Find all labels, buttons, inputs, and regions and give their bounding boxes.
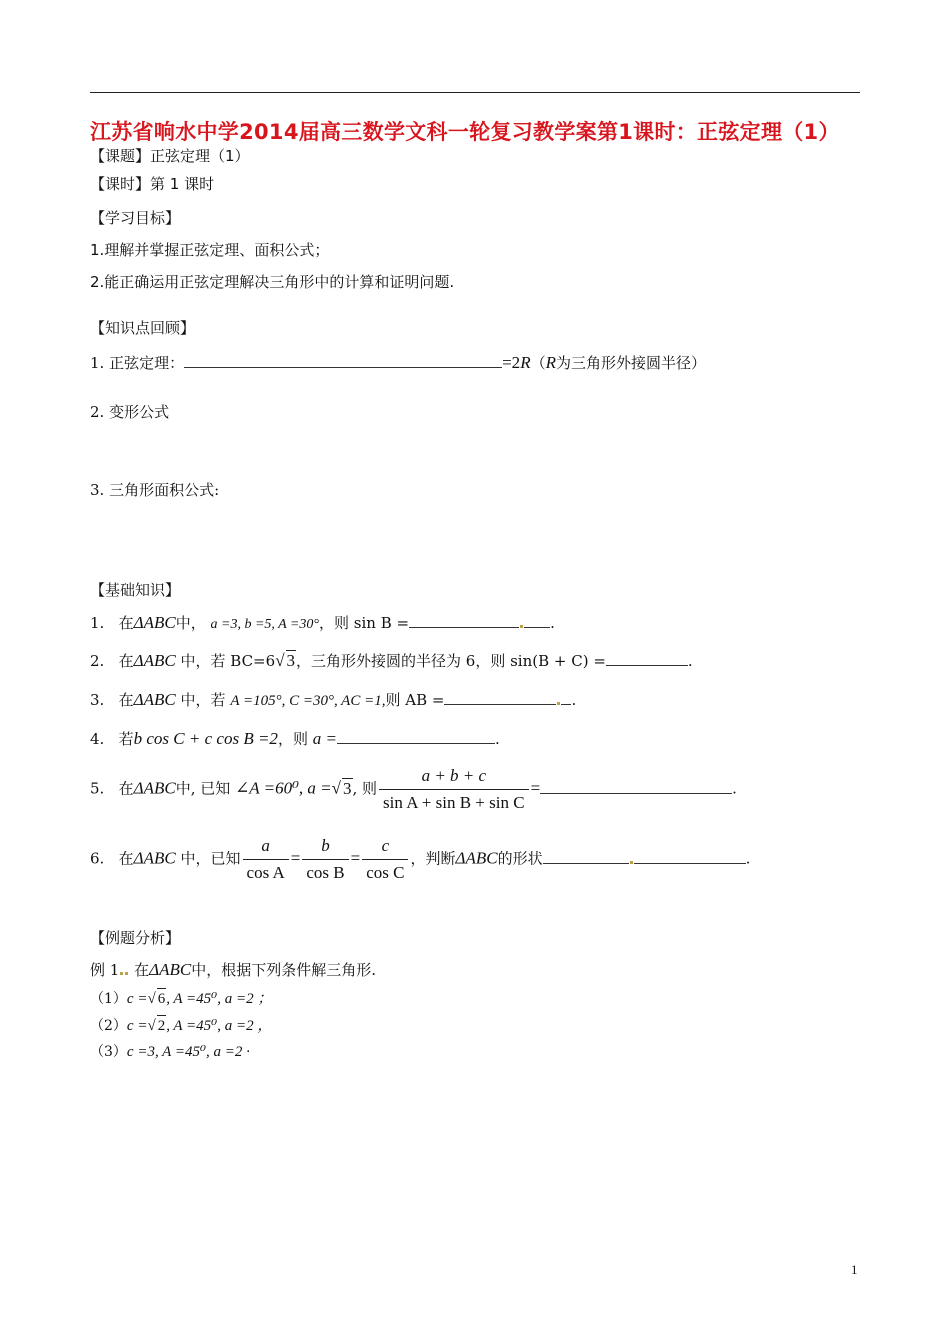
question-text: 中，若 BC=6 — [180, 652, 276, 670]
radicand: 6 — [157, 988, 167, 1009]
page-number: 1 — [851, 1262, 858, 1277]
question-number: 6. — [90, 849, 105, 868]
triangle-symbol: ΔABC — [133, 690, 176, 709]
answer-blank[interactable] — [634, 848, 746, 864]
question-text: 在 — [118, 652, 134, 670]
fraction — [243, 836, 289, 883]
fraction-denominator: cos B — [306, 863, 345, 882]
marker-dot — [630, 861, 633, 864]
example-text: 中，根据下列条件解三角形. — [191, 961, 376, 979]
fraction — [302, 836, 348, 883]
fraction — [379, 766, 529, 813]
answer-blank[interactable] — [444, 689, 556, 705]
marker-dot — [520, 625, 523, 628]
period-value: 第 1 课时 — [150, 175, 215, 193]
fraction-numerator: a + b + c — [379, 766, 529, 790]
basics-q4 — [90, 728, 500, 749]
question-text: ，判断 — [410, 849, 456, 868]
question-text: 在 — [118, 691, 134, 709]
case-condition: c =3, A =45⁰, a =2 · — [126, 1044, 250, 1060]
triangle-symbol: ΔABC — [149, 960, 192, 979]
question-text: 中，已知 — [180, 849, 241, 868]
triangle-symbol: ΔABC — [133, 778, 176, 798]
marker-dot — [120, 972, 123, 975]
goal-item: 1.理解并掌握正弦定理、面积公式； — [90, 241, 330, 259]
goal-item: 2.能正确运用正弦定理解决三角形中的计算和证明问题. — [90, 273, 455, 291]
case-condition: c = — [126, 991, 148, 1007]
review-item-sine-law — [90, 352, 706, 373]
fraction-denominator: sin A + sin B + sin C — [383, 793, 525, 812]
period-label: 【课时】 — [90, 175, 151, 193]
case-condition: , A =45⁰, a =2 ， — [166, 1018, 273, 1034]
case-condition: , A =45⁰, a =2 ； — [166, 991, 273, 1007]
review-item-variants: 2. 变形公式 — [90, 403, 170, 421]
triangle-symbol: ΔABC — [133, 613, 176, 632]
example-text: 在 — [134, 961, 150, 979]
question-number: 4. — [90, 730, 105, 748]
question-variable: a = — [312, 729, 337, 748]
period-mark: . — [732, 779, 737, 798]
answer-blank[interactable] — [561, 689, 571, 705]
question-text: 则 AB = — [385, 691, 445, 709]
basics-q2: 2. 在ΔABC 中，若 BC=6√ 3，三角形外接圆的半径为 6，则 sin(B + C) = . — [90, 651, 693, 670]
example-intro — [90, 960, 376, 980]
radicand: 3 — [343, 778, 352, 798]
marker-dot — [557, 702, 560, 705]
fraction-numerator: c — [362, 836, 408, 860]
note-open: （ — [530, 354, 546, 372]
example-case: （2）c =√ 2, A =45⁰, a =2 ， — [90, 1015, 272, 1036]
radicand: 2 — [157, 1015, 167, 1036]
question-text: 在 — [118, 614, 134, 632]
question-text: 中， — [175, 614, 206, 632]
question-text: 在 — [118, 779, 134, 798]
equals-sign: = — [530, 778, 541, 798]
fraction-numerator: a — [243, 836, 289, 860]
header-rule — [90, 92, 860, 93]
answer-blank[interactable] — [606, 650, 688, 666]
question-number: 3. — [90, 691, 105, 709]
question-condition: ∠A =60⁰, a = — [235, 778, 332, 798]
fraction-denominator: cos A — [246, 863, 285, 882]
example-case: （1）c =√ 6, A =45⁰, a =2 ； — [90, 988, 272, 1009]
question-text: ，三角形外接圆的半径为 6，则 sin(B + C) = — [296, 652, 606, 670]
question-expression: b cos C + c cos B =2 — [133, 729, 278, 748]
case-condition: c = — [126, 1018, 148, 1034]
radius-symbol: R — [520, 353, 531, 372]
topic-line — [90, 146, 250, 166]
basics-q6: 6. 在ΔABC 中，已知 $\frac{a}{\text{cos A}}$ = $\frac{b}{\text{cos B}}$ = $\frac{c}{\text{cos C}}$ ，判断ΔABC的形状 . — [90, 836, 751, 882]
fraction-denominator: cos C — [366, 863, 405, 882]
question-number: 2. — [90, 652, 105, 670]
question-number: 5. — [90, 779, 105, 798]
question-text: 在 — [118, 849, 134, 868]
answer-blank[interactable] — [524, 612, 550, 628]
fraction-numerator: b — [302, 836, 348, 860]
basics-q5: 5. 在ΔABC中, 已知 ∠A =60⁰, a =√ 3, 则 $\frac{a + b + c}{\text{sin A + sin B + sin C}}$ = . — [90, 766, 737, 812]
question-text: 的形状 — [497, 849, 543, 868]
question-condition: a =3, b =5, A =30° — [210, 617, 320, 632]
case-label: （3） — [90, 1044, 127, 1060]
page-title: 江苏省响水中学2014届高三数学文科一轮复习教学案第1课时：正弦定理（1） — [90, 120, 840, 144]
fraction — [362, 836, 408, 883]
period-mark: . — [745, 849, 751, 868]
radius-symbol: R — [545, 353, 556, 372]
review-heading: 【知识点回顾】 — [90, 319, 196, 337]
radicand: 3 — [286, 651, 296, 670]
question-number: 1. — [90, 614, 105, 632]
answer-blank[interactable] — [543, 848, 629, 864]
topic-value: 正弦定理（1） — [150, 147, 250, 165]
goals-heading: 【学习目标】 — [90, 209, 181, 227]
question-text: 若 — [118, 730, 134, 748]
period-mark: . — [494, 730, 500, 748]
question-text: , 则 — [352, 779, 378, 798]
triangle-symbol: ΔABC — [455, 848, 498, 868]
example-label: 例 1 — [90, 961, 120, 979]
review-item-note: 为三角形外接圆半径） — [555, 354, 706, 372]
examples-heading: 【例题分析】 — [90, 929, 181, 947]
period-line — [90, 174, 214, 194]
review-item-area: 3. 三角形面积公式: — [90, 481, 220, 499]
review-item-label: 1. 正弦定理： — [90, 354, 185, 372]
basics-heading: 【基础知识】 — [90, 581, 181, 599]
question-text: ，则 — [277, 730, 308, 748]
question-text: ，则 sin B = — [319, 614, 410, 632]
case-label: （2） — [90, 1018, 127, 1034]
example-case — [90, 1042, 250, 1062]
answer-blank[interactable] — [184, 352, 502, 368]
triangle-symbol: ΔABC — [133, 848, 176, 868]
answer-blank[interactable] — [540, 778, 732, 794]
marker-dot — [125, 972, 128, 975]
question-text: 中，若 — [180, 691, 226, 709]
answer-blank[interactable] — [337, 728, 495, 744]
period-mark: . — [687, 652, 693, 670]
case-label: （1） — [90, 991, 127, 1007]
review-item-rhs: =2 — [502, 353, 521, 372]
answer-blank[interactable] — [409, 612, 519, 628]
question-condition: A =105°, C =30°, AC =1, — [230, 693, 386, 709]
basics-q3 — [90, 689, 576, 711]
period-mark: . — [571, 691, 577, 709]
topic-label: 【课题】 — [90, 147, 151, 165]
triangle-symbol: ΔABC — [133, 651, 176, 670]
question-text: 中, 已知 — [175, 779, 231, 798]
basics-q1: 1. 在ΔABC中， a =3, b =5, A =30°，则 sin B = . — [90, 613, 555, 632]
